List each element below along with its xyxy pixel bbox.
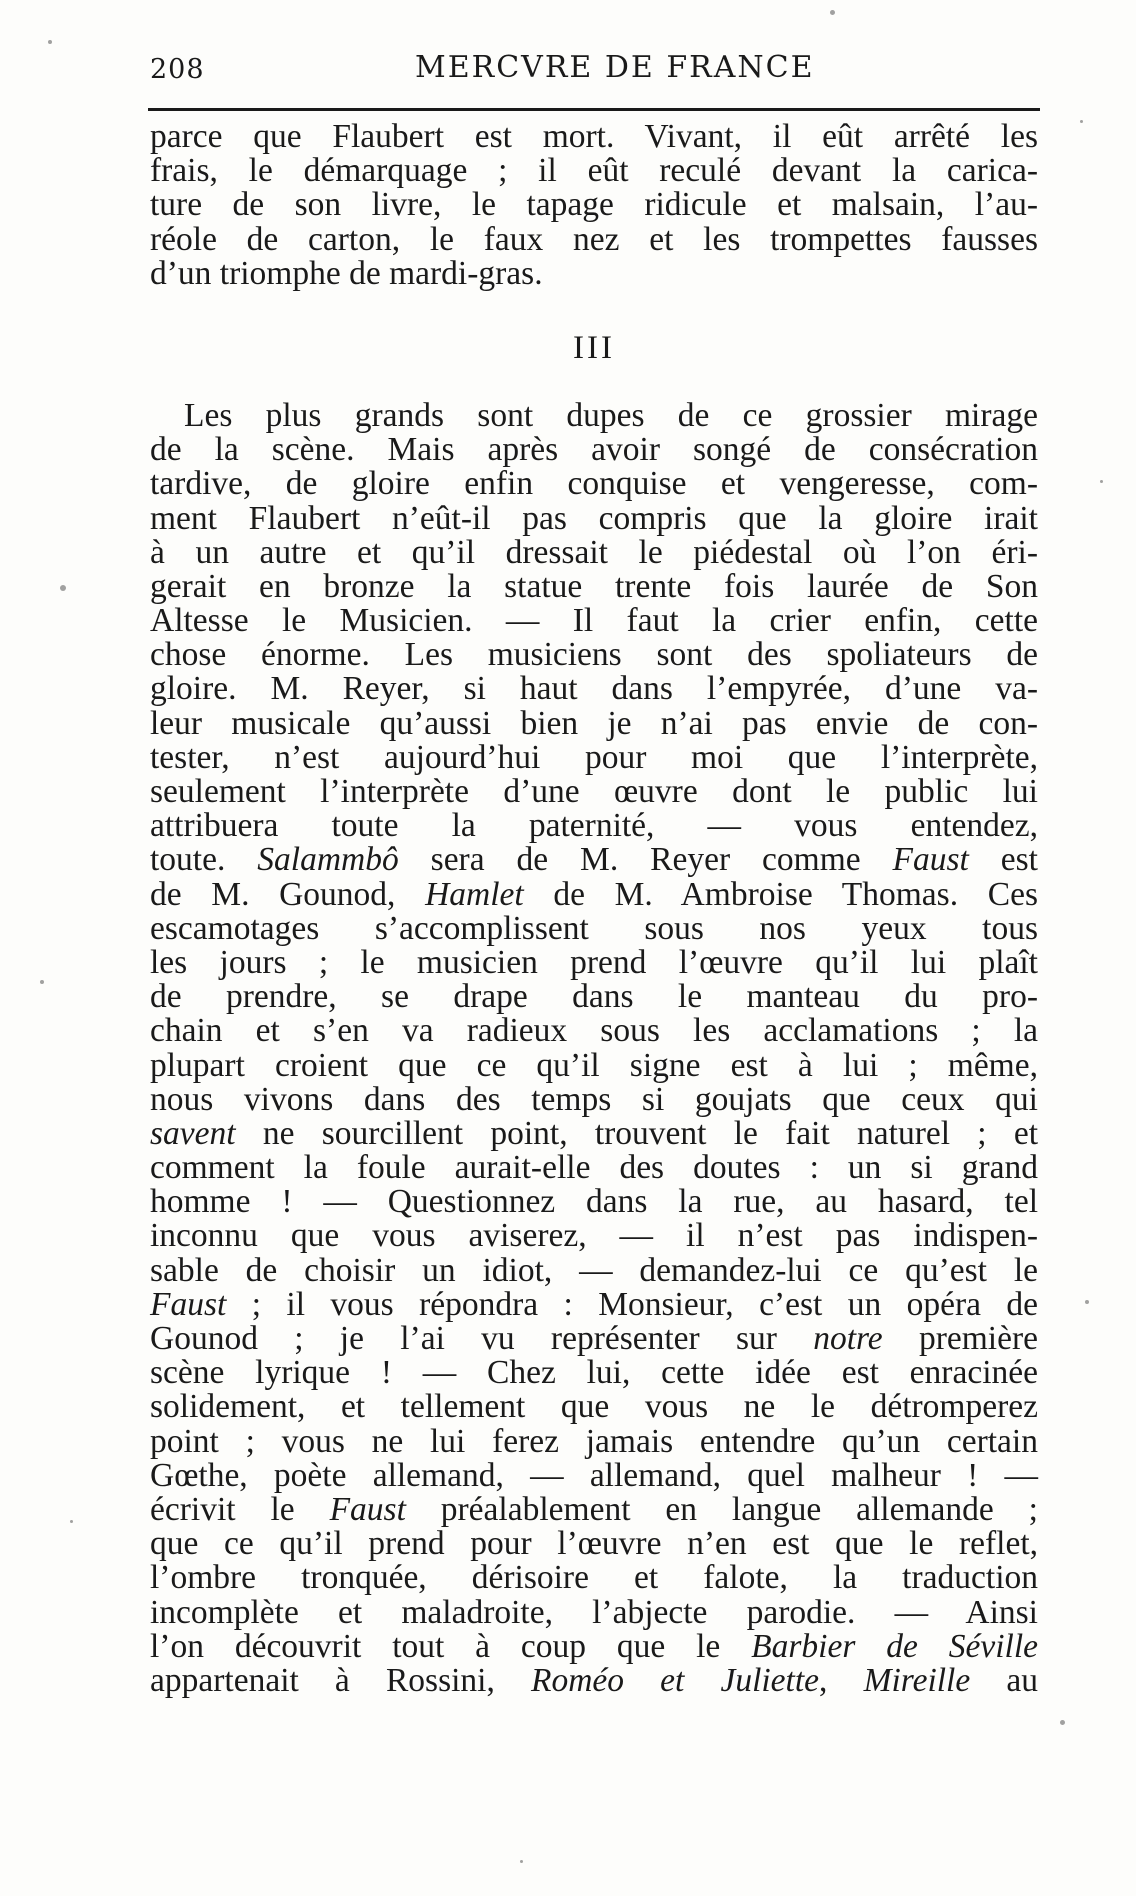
- journal-title: MERCVRE DE FRANCE: [415, 50, 815, 85]
- text-run: de M. Gounod,: [150, 875, 426, 913]
- text-line: tardive, de gloire enfin conquise et vengeresse, com-: [150, 465, 1038, 503]
- text-run: écrivit le: [150, 1490, 330, 1528]
- work-title: Faust: [329, 1490, 406, 1528]
- text-line: gerait en bronze la statue trente fois laurée de Son: [150, 567, 1038, 605]
- text-line: [150, 1627, 1038, 1665]
- work-title: Mireille: [863, 1661, 971, 1699]
- text-run: au: [970, 1661, 1038, 1699]
- text-line: seulement l’interprète d’une œuvre dont le public lui: [150, 773, 1038, 810]
- text-line: homme ! — Questionnez dans la rue, au hasard, tel: [150, 1183, 1038, 1221]
- work-title: Salammbô: [257, 841, 399, 879]
- text-line: de prendre, se drape dans le manteau du pro-: [150, 978, 1038, 1016]
- text-run: ; il vous répondra : Monsieur, c’est un opéra de: [226, 1285, 1038, 1323]
- scan-speck: [830, 10, 835, 15]
- header-rule: [148, 108, 1040, 111]
- emphasis: notre: [813, 1320, 883, 1357]
- text-line: frais, le démarquage ; il eût reculé devant la carica-: [150, 152, 1038, 190]
- scan-speck: [520, 1860, 523, 1863]
- text-line: parce que Flaubert est mort. Vivant, il eût arrêté les: [150, 118, 1038, 155]
- work-title: Barbier de Séville: [751, 1627, 1038, 1665]
- scan-speck: [1060, 1720, 1065, 1725]
- text-run: de M. Ambroise Thomas. Ces: [523, 875, 1038, 913]
- text-line: comment la foule aurait-elle des doutes : un si grand: [150, 1149, 1038, 1187]
- text-run: ,: [819, 1661, 864, 1699]
- text-run: sera de M. Reyer comme: [398, 841, 893, 879]
- text-line: l’ombre tronquée, dérisoire et falote, la traduction: [150, 1559, 1038, 1597]
- text-line: chose énorme. Les musiciens sont des spoliateurs de: [150, 636, 1038, 674]
- section-heading: III: [573, 329, 615, 366]
- paragraph-main: [150, 396, 1038, 1699]
- text-run: toute.: [150, 841, 258, 879]
- scan-speck: [40, 980, 44, 984]
- scan-speck: [70, 1520, 73, 1523]
- text-line: sable de choisir un idiot, — demandez-lui ce qu’est le: [150, 1251, 1038, 1289]
- text-line: Les plus grands sont dupes de ce grossier mirage: [184, 396, 1038, 434]
- text-line: Altesse le Musicien. — Il faut la crier enfin, cette: [150, 602, 1038, 640]
- text-run: est: [968, 841, 1038, 879]
- work-title: Faust: [150, 1285, 227, 1323]
- body-text: [150, 120, 1038, 1698]
- emphasis: savent: [150, 1114, 236, 1152]
- text-line: chain et s’en va radieux sous les acclamations ; la: [150, 1012, 1038, 1050]
- text-line: incomplète et maladroite, l’abjecte parodie. — Ainsi: [150, 1593, 1038, 1631]
- text-line: les jours ; le musicien prend l’œuvre qu’il lui plaît: [150, 943, 1038, 981]
- text-line: [150, 1661, 1038, 1699]
- page-number: 208: [150, 54, 205, 85]
- text-line: [150, 875, 1038, 913]
- text-line: [150, 1114, 1038, 1152]
- text-line: point ; vous ne lui ferez jamais entendre qu’un certain: [150, 1422, 1038, 1460]
- text-line: que ce qu’il prend pour l’œuvre n’en est que le reflet,: [150, 1525, 1038, 1563]
- text-line: à un autre et qu’il dressait le piédestal où l’on éri-: [150, 533, 1038, 571]
- text-line: d’un triomphe de mardi-gras.: [150, 254, 543, 292]
- text-line: réole de carton, le faux nez et les trompettes fausses: [150, 220, 1038, 258]
- text-line: ment Flaubert n’eût-il pas compris que la gloire irait: [150, 499, 1038, 537]
- text-run: ne sourcillent point, trouvent le fait naturel ; et: [235, 1114, 1038, 1152]
- scan-speck: [1085, 1300, 1089, 1304]
- text-line: inconnu que vous aviserez, — il n’est pas indispen-: [150, 1217, 1038, 1255]
- text-run: appartenait à Rossini,: [150, 1661, 531, 1699]
- text-line: [150, 1322, 1038, 1356]
- scan-speck: [60, 585, 66, 591]
- scan-speck: [1100, 480, 1103, 483]
- text-line: de la scène. Mais après avoir songé de consécration: [150, 431, 1038, 469]
- text-line: plupart croient que ce qu’il signe est à lui ; même,: [150, 1046, 1038, 1084]
- scan-speck: [1080, 120, 1083, 123]
- text-line: attribuera toute la paternité, — vous entendez,: [150, 807, 1038, 845]
- text-line: nous vivons dans des temps si goujats que ceux qui: [150, 1080, 1038, 1118]
- text-line: leur musicale qu’aussi bien je n’ai pas envie de con-: [150, 704, 1038, 742]
- text-line: [150, 1285, 1038, 1323]
- text-run: préalablement en langue allemande ;: [405, 1490, 1038, 1528]
- text-line: [150, 1490, 1038, 1528]
- text-line: ture de son livre, le tapage ridicule et malsain, l’au-: [150, 186, 1038, 224]
- text-line: escamotages s’accomplissent sous nos yeux tous: [150, 909, 1038, 947]
- work-title: Faust: [892, 841, 969, 879]
- paragraph-continued: [150, 120, 1038, 291]
- work-title: Roméo et Juliette: [530, 1661, 820, 1699]
- text-run: Gounod ; je l’ai vu représenter sur: [150, 1320, 814, 1357]
- text-line: gloire. M. Reyer, si haut dans l’empyrée, d’une va-: [150, 670, 1038, 708]
- text-run: l’on découvrit tout à coup que le: [150, 1627, 752, 1665]
- text-line: scène lyrique ! — Chez lui, cette idée est enracinée: [150, 1354, 1038, 1392]
- text-line: Gœthe, poète allemand, — allemand, quel malheur ! —: [150, 1456, 1038, 1494]
- text-line: [150, 843, 1038, 877]
- running-head: [150, 50, 1040, 100]
- scan-speck: [48, 40, 52, 44]
- text-line: tester, n’est aujourd’hui pour moi que l’interprète,: [150, 738, 1038, 776]
- work-title: Hamlet: [425, 875, 524, 913]
- text-line: solidement, et tellement que vous ne le détromperez: [150, 1388, 1038, 1426]
- text-run: première: [882, 1320, 1038, 1357]
